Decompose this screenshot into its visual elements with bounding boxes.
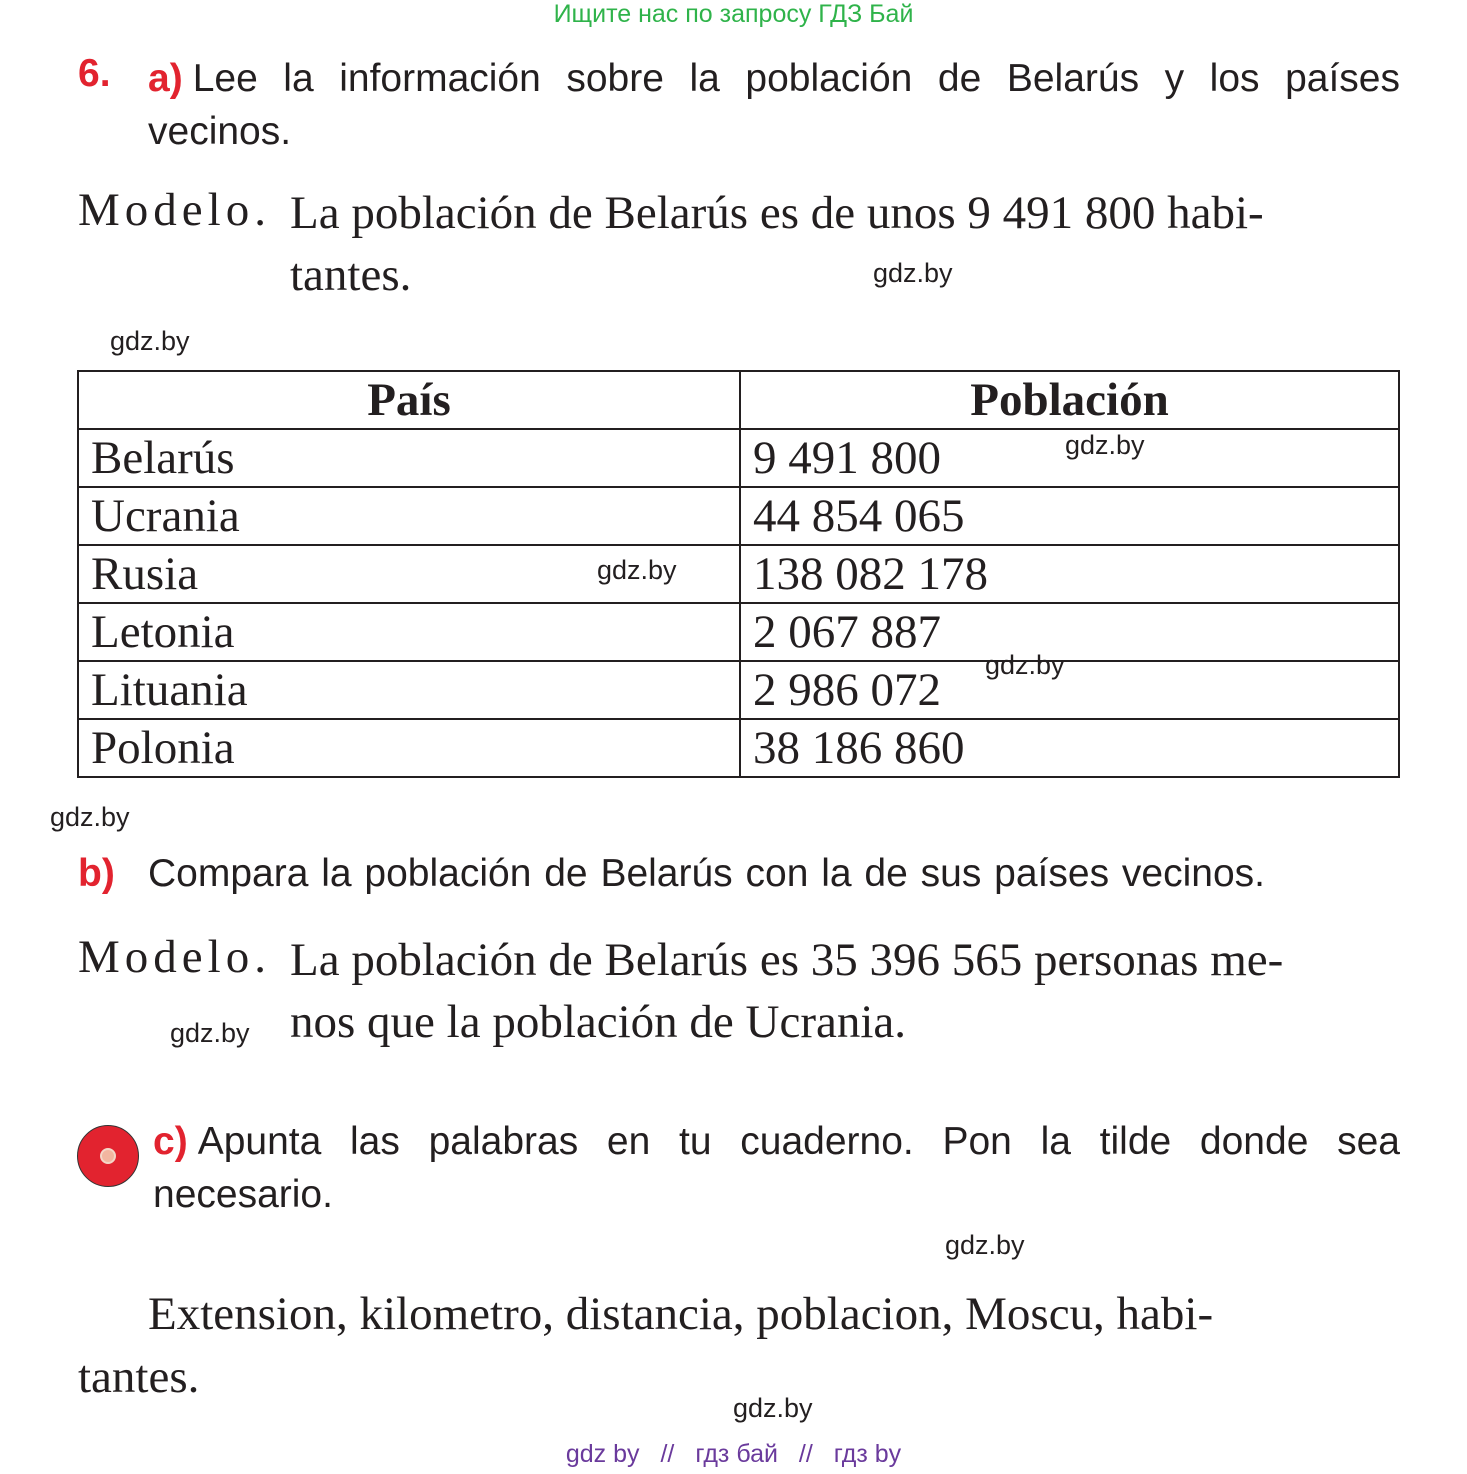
watermark: gdz.by (170, 1018, 250, 1048)
table-row (78, 719, 1399, 777)
footer-link-gdz-by-cyr[interactable]: гдз by (833, 1440, 902, 1468)
watermark: gdz.by (597, 555, 677, 585)
footer-link-gdz-by[interactable]: gdz by (565, 1440, 640, 1468)
model-b-line1: La población de Belarús es 35 396 565 personas me- (290, 934, 1284, 986)
audio-bullet-icon (77, 1125, 139, 1187)
model-b-label: Modelo. (78, 931, 271, 983)
watermark: gdz.by (50, 802, 130, 832)
country-cell: Lituania (78, 661, 740, 719)
footer-links (0, 1440, 1467, 1469)
watermark: gdz.by (1065, 430, 1145, 460)
country-cell: Polonia (78, 719, 740, 777)
column-header-country: País (78, 371, 740, 429)
watermark: gdz.by (873, 258, 953, 288)
task-a-instruction (148, 52, 1400, 158)
model-b-line2: nos que la población de Ucrania. (290, 996, 907, 1048)
population-cell: 2 067 887 (740, 603, 1399, 661)
country-cell: Letonia (78, 603, 740, 661)
population-cell: 44 854 065 (740, 487, 1399, 545)
population-cell: 138 082 178 (740, 545, 1399, 603)
population-cell: 38 186 860 (740, 719, 1399, 777)
search-banner[interactable]: Ищите нас по запросу ГДЗ Бай (553, 0, 914, 28)
task-c-instruction (153, 1115, 1400, 1221)
task-c-text: Apunta las palabras en tu cuaderno. Pon la tilde donde sea necesario. (153, 1120, 1400, 1216)
population-cell: 2 986 072 (740, 661, 1399, 719)
watermark: gdz.by (945, 1230, 1025, 1260)
task-number: 6. (78, 52, 111, 95)
table-header-row (78, 371, 1399, 429)
country-cell: Rusia (78, 545, 740, 603)
country-cell: Belarús (78, 429, 740, 487)
words-line2: tantes. (78, 1351, 200, 1403)
table-row (78, 661, 1399, 719)
footer-separator: // (660, 1440, 675, 1468)
task-c-marker: c) (153, 1120, 188, 1163)
model-a-label: Modelo. (78, 184, 271, 236)
population-cell: 9 491 800 (740, 429, 1399, 487)
model-a-line2: tantes. (290, 249, 412, 301)
table-row (78, 429, 1399, 487)
table-row (78, 487, 1399, 545)
footer-separator: // (798, 1440, 813, 1468)
table-row (78, 603, 1399, 661)
words-line1: Extension, kilometro, distancia, poblacion, Moscu, habi- (148, 1288, 1214, 1340)
task-b-text: Compara la población de Belarús con la de sus países vecinos. (148, 852, 1265, 895)
population-table (77, 370, 1400, 778)
task-a-marker: a) (148, 57, 183, 100)
watermark: gdz.by (110, 326, 190, 356)
task-a-text: Lee la información sobre la población de Belarús y los países vecinos. (148, 57, 1400, 153)
watermark: gdz.by (733, 1393, 813, 1423)
country-cell: Ucrania (78, 487, 740, 545)
task-b-marker: b) (78, 852, 115, 895)
watermark: gdz.by (985, 650, 1065, 680)
column-header-population: Población (740, 371, 1399, 429)
footer-link-gdz-bai[interactable]: гдз бай (695, 1440, 778, 1468)
table-row (78, 545, 1399, 603)
model-a-line1: La población de Belarús es de unos 9 491 800 habi- (290, 187, 1264, 239)
